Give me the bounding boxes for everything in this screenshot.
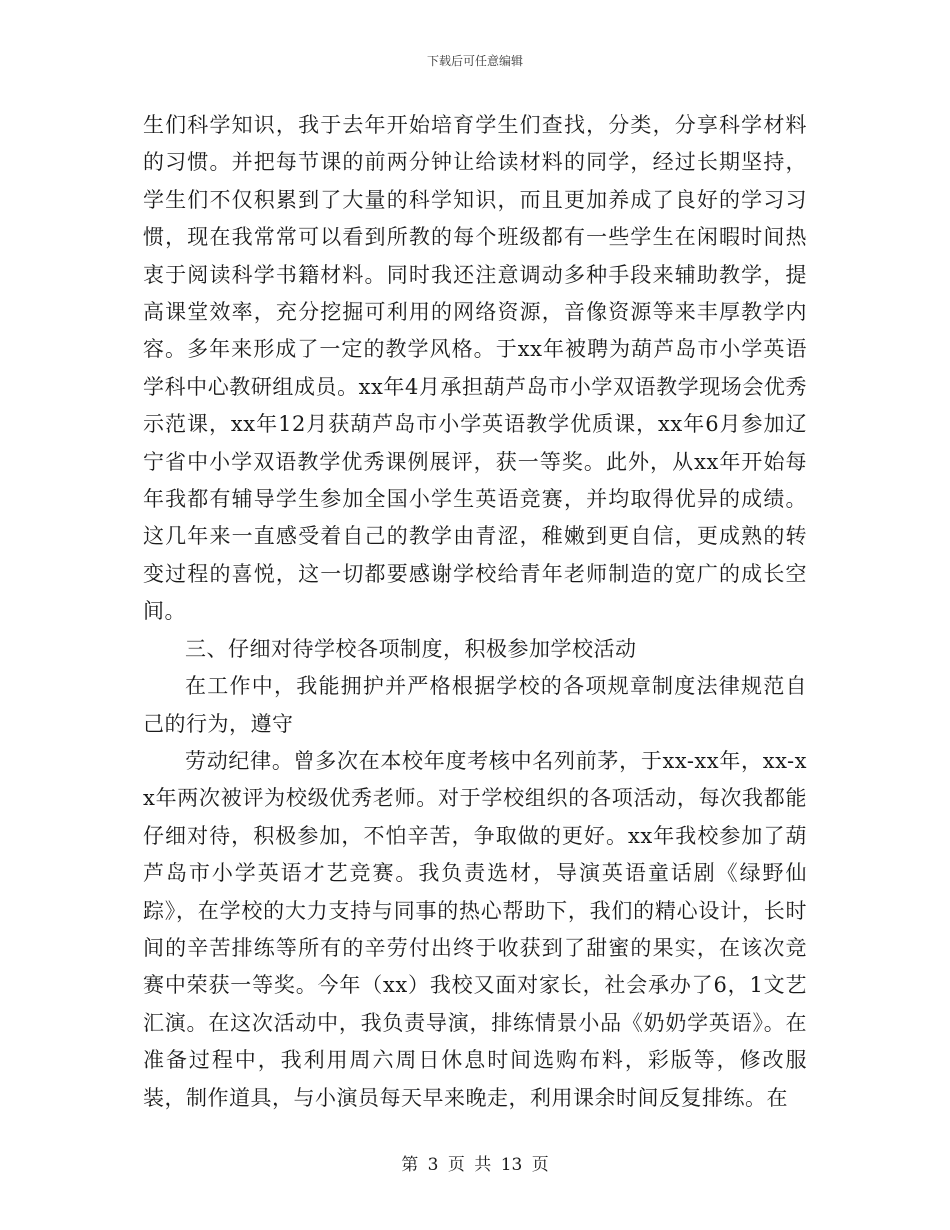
page-header-note: 下载后可任意编辑 bbox=[426, 54, 523, 68]
document-body bbox=[143, 107, 807, 1117]
paragraph-labor-discipline: 劳动纪律。曾多次在本校年度考核中名列前茅，于xx-xx年，xx-xx年两次被评为校级优秀老师。对于学校组织的各项活动，每次我都能仔细对待，积极参加，不怕辛苦，争取做的更好。xx年我校参加了葫芦岛市小学英语才艺竞赛。我负责选材，导演英语童话剧《绿野仙踪》，在学校的大力支持与同事的热心帮助下，我们的精心设计，长时间的辛苦排练等所有的辛劳付出终于收获到了甜蜜的果实，在该次竞赛中荣获一等奖。今年（xx）我校又面对家长，社会承办了6，1文艺汇演。在这次活动中，我负责导演，排练情景小品《奶奶学英语》。在准备过程中，我利用周六周日休息时间选购布料，彩版等，修改服装，制作道具，与小演员每天早来晚走，利用课余时间反复排练。在 bbox=[143, 748, 807, 1110]
paragraph-following-rules: 在工作中，我能拥护并严格根据学校的各项规章制度法律规范自己的行为，遵守 bbox=[143, 674, 807, 736]
paragraph-teaching-achievements: 生们科学知识，我于去年开始培育学生们查找，分类，分享科学材料的习惯。并把每节课的前两分钟让给读材料的同学，经过长期坚持，学生们不仅积累到了大量的科学知识，而且更加养成了良好的学习习惯，现在我常常可以看到所教的每个班级都有一些学生在闲暇时间热衷于阅读科学书籍材料。同时我还注意调动多种手段来辅助教学，提高课堂效率，充分挖掘可利用的网络资源，音像资源等来丰厚教学内容。多年来形成了一定的教学风格。于xx年被聘为葫芦岛市小学英语学科中心教研组成员。xx年4月承担葫芦岛市小学双语教学现场会优秀示范课，xx年12月获葫芦岛市小学英语教学优质课，xx年6月参加辽宁省中小学双语教学优秀课例展评，获一等奖。此外，从xx年开始每年我都有辅导学生参加全国小学生英语竞赛，并均取得优异的成绩。这几年来一直感受着自己的教学由青涩，稚嫩到更自信，更成熟的转变过程的喜悦，这一切都要感谢学校给青年老师制造的宽广的成长空间。 bbox=[143, 113, 807, 624]
section-heading-school-rules: 三、仔细对待学校各项制度，积极参加学校活动 bbox=[185, 636, 637, 661]
page-number-footer: 第 3 页 共 13 页 bbox=[401, 1155, 549, 1175]
